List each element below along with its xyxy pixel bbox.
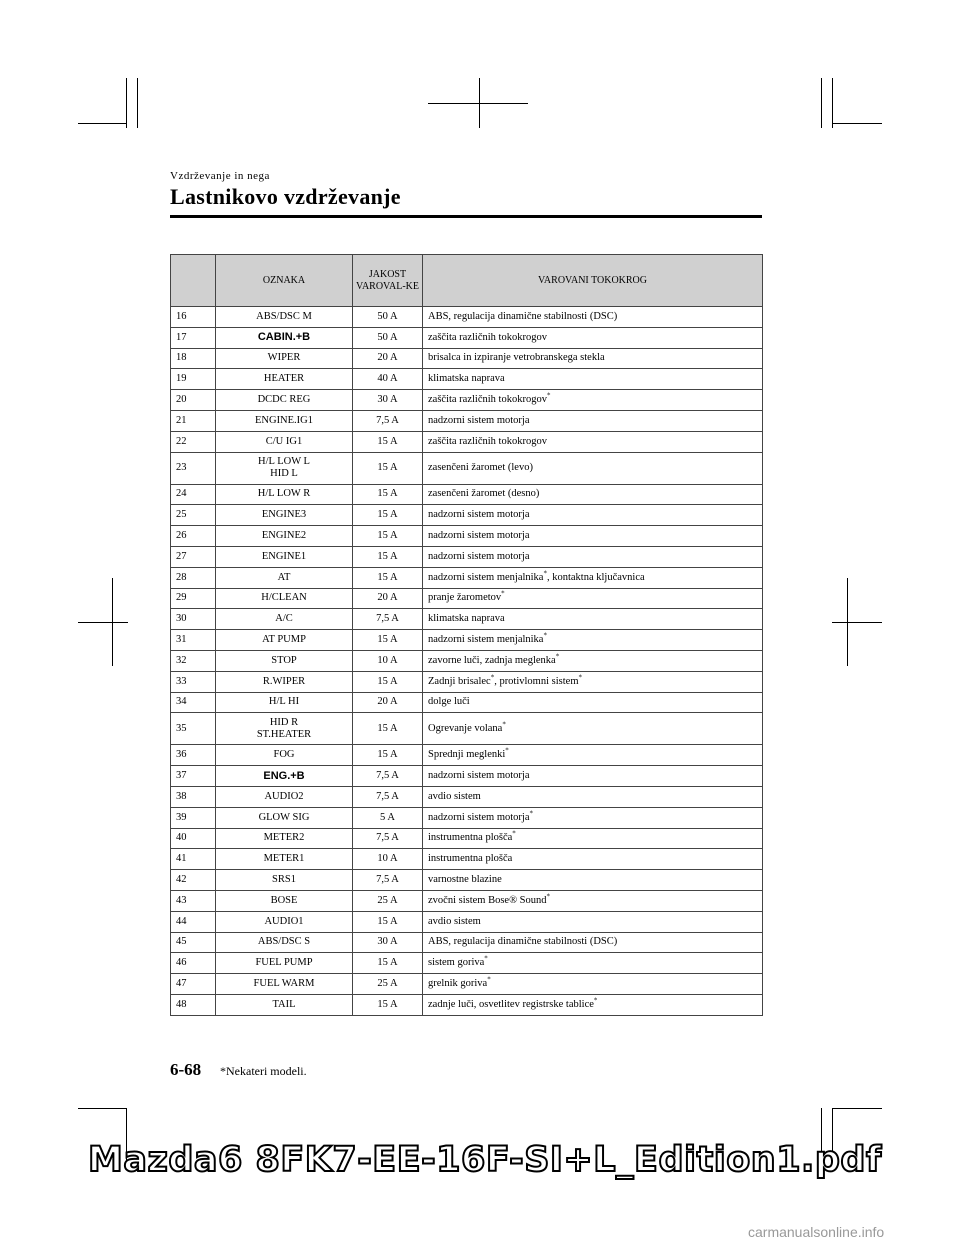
- fuse-label-text: AUDIO2: [264, 790, 304, 802]
- circuit-text: nadzorni sistem motorja: [428, 811, 530, 823]
- fuse-amperage: 15 A: [353, 452, 423, 484]
- fuse-label-text: H/L HI: [268, 696, 300, 708]
- table-row: [171, 452, 763, 484]
- table-row: [171, 609, 763, 630]
- fuse-number: 35: [171, 713, 216, 745]
- circuit-text: klimatska naprava: [428, 373, 505, 385]
- fuse-label: [216, 745, 353, 766]
- fuse-number: 27: [171, 546, 216, 567]
- fuse-number: 25: [171, 505, 216, 526]
- fuse-amperage: 15 A: [353, 911, 423, 932]
- fuse-label-text: FOG: [273, 749, 295, 761]
- footnote-asterisk: *: [502, 720, 506, 729]
- crop-mark: [821, 78, 822, 128]
- circuit-text: pranje žarometov: [428, 592, 502, 604]
- protected-circuit: [423, 828, 763, 849]
- fuse-number: 45: [171, 932, 216, 953]
- circuit-text: klimatska naprava: [428, 613, 505, 625]
- fuse-label: [216, 390, 353, 411]
- site-watermark: carmanualsonline.info: [748, 1224, 885, 1240]
- fuse-amperage: 7,5 A: [353, 786, 423, 807]
- fuse-label: [216, 974, 353, 995]
- fuse-amperage: 15 A: [353, 431, 423, 452]
- footnote-asterisk: *: [529, 809, 533, 818]
- fuse-label: [216, 369, 353, 390]
- fuse-label: [216, 546, 353, 567]
- protected-circuit: [423, 890, 763, 911]
- circuit-text: avdio sistem: [428, 915, 481, 927]
- fuse-label: [216, 452, 353, 484]
- fuse-label-text: FUEL PUMP: [255, 957, 313, 969]
- table-row: [171, 505, 763, 526]
- circuit-text: grelnik goriva: [428, 978, 488, 989]
- fuse-label-text: ABS/DSC S: [257, 936, 311, 948]
- fuse-label-text: ENG.+B: [263, 769, 305, 782]
- circuit-text: nadzorni sistem motorja: [428, 770, 530, 782]
- fuse-label: [216, 650, 353, 671]
- protected-circuit: [423, 870, 763, 891]
- footnote-asterisk: *: [487, 975, 491, 984]
- fuse-label-text: R.WIPER: [262, 675, 306, 687]
- fuse-label: [216, 327, 353, 348]
- protected-circuit: [423, 431, 763, 452]
- crop-mark: [832, 78, 833, 128]
- footnote-asterisk: *: [501, 589, 505, 598]
- fuse-label: [216, 410, 353, 431]
- protected-circuit: [423, 671, 763, 692]
- fuse-amperage: 20 A: [353, 692, 423, 713]
- protected-circuit: [423, 546, 763, 567]
- footnote-asterisk: *: [546, 892, 551, 901]
- fuse-label-text: ENGINE.IG1: [254, 414, 314, 426]
- fuse-amperage: 10 A: [353, 849, 423, 870]
- fuse-amperage: 7,5 A: [353, 410, 423, 431]
- fuse-label-text: FUEL WARM: [253, 978, 315, 989]
- fuse-label-text: AT: [277, 571, 291, 583]
- fuse-label: [216, 713, 353, 745]
- fuse-label: [216, 588, 353, 609]
- fuse-amperage: 5 A: [353, 807, 423, 828]
- table-row: [171, 745, 763, 766]
- protected-circuit: [423, 348, 763, 369]
- protected-circuit: [423, 410, 763, 431]
- fuse-label-text: H/CLEAN: [261, 592, 307, 604]
- protected-circuit: [423, 692, 763, 713]
- table-row: [171, 390, 763, 411]
- circuit-text: instrumentna plošča: [428, 853, 513, 865]
- table-row: [171, 431, 763, 452]
- fuse-number: 22: [171, 431, 216, 452]
- table-row: [171, 588, 763, 609]
- table-row: [171, 546, 763, 567]
- fuse-label-text: H/L LOW L: [258, 456, 310, 468]
- footnote-asterisk: *: [593, 996, 598, 1005]
- table-row: [171, 890, 763, 911]
- circuit-text: zavorne luči, zadnja meglenka: [428, 654, 556, 666]
- fuse-label: [216, 807, 353, 828]
- fuse-label-text: TAIL: [272, 998, 296, 1010]
- fuse-number: 41: [171, 849, 216, 870]
- circuit-text: instrumentna plošča: [428, 832, 513, 844]
- circuit-text: zadnje luči, osvetlitev registrske tablice: [428, 998, 594, 1010]
- fuse-amperage: 15 A: [353, 994, 423, 1015]
- table-row: [171, 410, 763, 431]
- fuse-number: 39: [171, 807, 216, 828]
- protected-circuit: [423, 786, 763, 807]
- crop-mark: [78, 123, 126, 124]
- fuse-label: [216, 630, 353, 651]
- crop-mark: [137, 78, 138, 128]
- fuse-label: [216, 609, 353, 630]
- watermark-filename: Mazda6 8FK7-EE-16F-SI+L_Edition1.pdf: [88, 1140, 882, 1180]
- crop-mark: [78, 1108, 126, 1109]
- table-row: [171, 953, 763, 974]
- fuse-table: [170, 254, 763, 1016]
- protected-circuit: [423, 390, 763, 411]
- fuse-label: [216, 932, 353, 953]
- protected-circuit: [423, 567, 763, 588]
- protected-circuit: [423, 745, 763, 766]
- fuse-number: 34: [171, 692, 216, 713]
- fuse-label-text: AT PUMP: [262, 634, 306, 646]
- circuit-text: nadzorni sistem motorja: [428, 509, 530, 521]
- fuse-number: 28: [171, 567, 216, 588]
- protected-circuit: [423, 766, 763, 787]
- circuit-text: nadzorni sistem menjalnika: [428, 634, 544, 646]
- fuse-number: 18: [171, 348, 216, 369]
- fuse-amperage: 15 A: [353, 630, 423, 651]
- fuse-label: [216, 953, 353, 974]
- fuse-label-text: ABS/DSC M: [256, 310, 312, 322]
- crop-mark: [832, 622, 882, 623]
- fuse-amperage: 40 A: [353, 369, 423, 390]
- circuit-text: zaščita različnih tokokrogov: [428, 394, 547, 406]
- fuse-label-text: ENGINE2: [261, 530, 307, 542]
- fuse-amperage: 30 A: [353, 390, 423, 411]
- circuit-text: zaščita različnih tokokrogov: [428, 435, 547, 447]
- table-row: [171, 911, 763, 932]
- footnote-asterisk: *: [578, 673, 582, 682]
- fuse-label-text: HID R: [269, 716, 299, 728]
- circuit-text: zvočni sistem Bose® Sound: [428, 894, 547, 906]
- fuse-label-text: WIPER: [267, 352, 301, 364]
- fuse-amperage: 15 A: [353, 526, 423, 547]
- protected-circuit: [423, 609, 763, 630]
- circuit-text: Sprednji meglenki: [428, 749, 506, 761]
- column-header-circuit: VAROVANI TOKOKROG: [423, 255, 763, 307]
- fuse-number: 23: [171, 452, 216, 484]
- fuse-label: [216, 505, 353, 526]
- fuse-label-text: BOSE: [270, 894, 298, 906]
- circuit-text: varnostne blazine: [428, 874, 502, 886]
- footnote-asterisk: *: [505, 746, 509, 755]
- fuse-label-second-line: ST.HEATER: [256, 728, 312, 740]
- page-title: Lastnikovo vzdrževanje: [170, 184, 401, 209]
- table-row: [171, 766, 763, 787]
- fuse-label: [216, 786, 353, 807]
- circuit-text: zasenčeni žaromet (desno): [428, 488, 540, 500]
- fuse-amperage: 30 A: [353, 932, 423, 953]
- table-row: [171, 974, 763, 995]
- fuse-label-text: HEATER: [263, 373, 305, 385]
- circuit-text-continued: , kontaktna ključavnica: [546, 571, 645, 583]
- fuse-amperage: 7,5 A: [353, 766, 423, 787]
- table-row: [171, 713, 763, 745]
- fuse-amperage: 7,5 A: [353, 828, 423, 849]
- protected-circuit: [423, 974, 763, 995]
- fuse-amperage: 15 A: [353, 953, 423, 974]
- circuit-text: sistem goriva: [428, 957, 485, 969]
- fuse-number: 43: [171, 890, 216, 911]
- table-row: [171, 786, 763, 807]
- circuit-text: zasenčeni žaromet (levo): [428, 462, 533, 474]
- fuse-number: 16: [171, 307, 216, 328]
- column-header-label: OZNAKA: [216, 255, 353, 307]
- fuse-amperage: 10 A: [353, 650, 423, 671]
- table-row: [171, 567, 763, 588]
- table-row: [171, 630, 763, 651]
- fuse-amperage: 15 A: [353, 745, 423, 766]
- fuse-number: 24: [171, 484, 216, 505]
- circuit-text: nadzorni sistem motorja: [428, 414, 530, 426]
- fuse-label: [216, 671, 353, 692]
- circuit-text-continued: , protivlomni sistem: [494, 675, 579, 687]
- protected-circuit: [423, 307, 763, 328]
- fuse-amperage: 20 A: [353, 588, 423, 609]
- fuse-label: [216, 890, 353, 911]
- protected-circuit: [423, 588, 763, 609]
- fuse-amperage: 15 A: [353, 671, 423, 692]
- fuse-number: 31: [171, 630, 216, 651]
- protected-circuit: [423, 911, 763, 932]
- circuit-text: dolge luči: [428, 696, 470, 708]
- fuse-amperage: 50 A: [353, 307, 423, 328]
- footnote-asterisk: *: [555, 652, 560, 661]
- fuse-label: [216, 849, 353, 870]
- page-number: 6-68: [170, 1060, 202, 1079]
- crop-mark: [78, 622, 128, 623]
- fuse-label: [216, 567, 353, 588]
- circuit-text: nadzorni sistem motorja: [428, 550, 530, 562]
- fuse-label-text: STOP: [271, 654, 297, 666]
- footnote-asterisk: *: [512, 829, 516, 838]
- fuse-amperage: 15 A: [353, 567, 423, 588]
- fuse-number: 46: [171, 953, 216, 974]
- table-row: [171, 828, 763, 849]
- fuse-label-text: DCDC REG: [257, 394, 311, 406]
- fuse-label-text: METER2: [263, 832, 305, 844]
- fuse-number: 20: [171, 390, 216, 411]
- table-row: [171, 870, 763, 891]
- fuse-label: [216, 431, 353, 452]
- fuse-label-text: C/U IG1: [265, 435, 303, 447]
- column-header-number: [171, 255, 216, 307]
- circuit-text: brisalca in izpiranje vetrobranskega stekla: [428, 352, 605, 364]
- fuse-number: 37: [171, 766, 216, 787]
- table-row: [171, 994, 763, 1015]
- fuse-label-text: CABIN.+B: [257, 331, 311, 344]
- protected-circuit: [423, 994, 763, 1015]
- protected-circuit: [423, 484, 763, 505]
- fuse-label-text: ENGINE3: [261, 509, 307, 521]
- fuse-number: 38: [171, 786, 216, 807]
- fuse-amperage: 15 A: [353, 484, 423, 505]
- circuit-text: Zadnji brisalec: [428, 675, 491, 687]
- table-row: [171, 671, 763, 692]
- column-header-amperage: JAKOST VAROVAL-KE: [353, 255, 423, 307]
- fuse-amperage: 7,5 A: [353, 609, 423, 630]
- protected-circuit: [423, 953, 763, 974]
- fuse-number: 21: [171, 410, 216, 431]
- fuse-label: [216, 526, 353, 547]
- footnote-asterisk: *: [484, 954, 488, 963]
- fuse-amperage: 50 A: [353, 327, 423, 348]
- fuse-amperage: 15 A: [353, 505, 423, 526]
- protected-circuit: [423, 630, 763, 651]
- table-row: [171, 327, 763, 348]
- crop-mark: [428, 103, 528, 104]
- fuse-number: 19: [171, 369, 216, 390]
- protected-circuit: [423, 849, 763, 870]
- fuse-label-text: GLOW SIG: [258, 811, 310, 823]
- crop-mark: [126, 78, 127, 128]
- protected-circuit: [423, 452, 763, 484]
- table-row: [171, 484, 763, 505]
- circuit-text: nadzorni sistem motorja: [428, 530, 530, 542]
- fuse-label-text: SRS1: [272, 874, 296, 886]
- protected-circuit: [423, 807, 763, 828]
- protected-circuit: [423, 650, 763, 671]
- section-label: Vzdrževanje in nega: [170, 170, 270, 182]
- table-row: [171, 692, 763, 713]
- circuit-text: Ogrevanje volana: [428, 722, 503, 734]
- fuse-number: 26: [171, 526, 216, 547]
- footnote-asterisk: *: [546, 391, 551, 400]
- fuse-label-text: ENGINE1: [261, 550, 307, 562]
- table-row: [171, 307, 763, 328]
- fuse-number: 36: [171, 745, 216, 766]
- fuse-number: 30: [171, 609, 216, 630]
- footnote-asterisk: *: [543, 631, 547, 640]
- table-row: [171, 849, 763, 870]
- fuse-number: 40: [171, 828, 216, 849]
- fuse-label-text: AUDIO1: [264, 915, 304, 927]
- protected-circuit: [423, 505, 763, 526]
- table-header-row: [171, 255, 763, 307]
- circuit-text: avdio sistem: [428, 790, 481, 802]
- circuit-text: ABS, regulacija dinamične stabilnosti (DSC): [428, 310, 618, 322]
- fuse-label: [216, 348, 353, 369]
- fuse-label-text: A/C: [275, 613, 293, 625]
- table-row: [171, 526, 763, 547]
- crop-mark: [832, 123, 882, 124]
- table-row: [171, 348, 763, 369]
- fuse-label: [216, 911, 353, 932]
- fuse-label: [216, 307, 353, 328]
- fuse-amperage: 7,5 A: [353, 870, 423, 891]
- fuse-amperage: 20 A: [353, 348, 423, 369]
- footnote: *Nekateri modeli.: [220, 1064, 307, 1078]
- fuse-label-text: H/L LOW R: [257, 488, 311, 500]
- fuse-label: [216, 484, 353, 505]
- fuse-number: 17: [171, 327, 216, 348]
- crop-mark: [832, 1108, 882, 1109]
- circuit-text: nadzorni sistem menjalnika: [428, 571, 544, 583]
- fuse-amperage: 25 A: [353, 890, 423, 911]
- table-row: [171, 650, 763, 671]
- fuse-amperage: 15 A: [353, 713, 423, 745]
- fuse-number: 48: [171, 994, 216, 1015]
- fuse-label: [216, 692, 353, 713]
- fuse-label: [216, 766, 353, 787]
- fuse-number: 42: [171, 870, 216, 891]
- protected-circuit: [423, 526, 763, 547]
- protected-circuit: [423, 327, 763, 348]
- fuse-number: 33: [171, 671, 216, 692]
- table-row: [171, 932, 763, 953]
- fuse-number: 29: [171, 588, 216, 609]
- circuit-text: ABS, regulacija dinamične stabilnosti (DSC): [428, 936, 618, 948]
- fuse-number: 32: [171, 650, 216, 671]
- fuse-number: 44: [171, 911, 216, 932]
- protected-circuit: [423, 369, 763, 390]
- fuse-number: 47: [171, 974, 216, 995]
- fuse-amperage: 25 A: [353, 974, 423, 995]
- table-row: [171, 807, 763, 828]
- fuse-label: [216, 828, 353, 849]
- fuse-label-second-line: HID L: [270, 468, 298, 480]
- protected-circuit: [423, 713, 763, 745]
- circuit-text: zaščita različnih tokokrogov: [428, 331, 547, 343]
- footnote-asterisk: *: [543, 569, 547, 578]
- protected-circuit: [423, 932, 763, 953]
- fuse-amperage: 15 A: [353, 546, 423, 567]
- fuse-label-text: METER1: [263, 853, 305, 865]
- title-rule: [170, 215, 762, 218]
- table-row: [171, 369, 763, 390]
- fuse-label: [216, 994, 353, 1015]
- footnote-asterisk: *: [490, 673, 495, 682]
- fuse-label: [216, 870, 353, 891]
